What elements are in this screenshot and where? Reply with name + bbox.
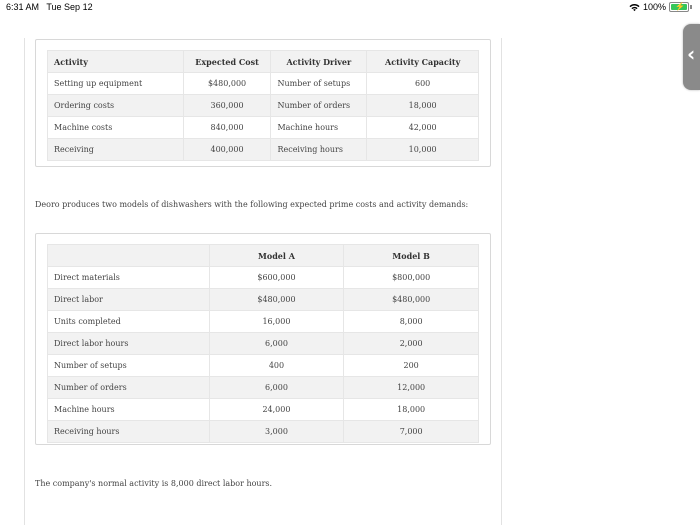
model-table-card <box>35 233 491 445</box>
table-cell: Number of orders <box>271 95 367 117</box>
table-header-row <box>48 51 479 73</box>
table-cell: 200 <box>344 355 479 377</box>
table-cell: Setting up equipment <box>48 73 184 95</box>
side-panel-toggle[interactable] <box>683 24 700 90</box>
table-cell: 2,000 <box>344 333 479 355</box>
table-cell: $800,000 <box>344 267 479 289</box>
activity-table <box>47 50 479 161</box>
table-row <box>48 399 479 421</box>
table-cell: $480,000 <box>183 73 271 95</box>
table-cell: Machine hours <box>271 117 367 139</box>
table-cell: 42,000 <box>367 117 479 139</box>
table-cell: 6,000 <box>209 377 344 399</box>
table-cell: Receiving hours <box>271 139 367 161</box>
column-header <box>48 245 210 267</box>
status-bar <box>0 0 700 16</box>
column-header: Activity Driver <box>271 51 367 73</box>
table-cell: 12,000 <box>344 377 479 399</box>
table-cell: 600 <box>367 73 479 95</box>
column-header: Expected Cost <box>183 51 271 73</box>
table-row <box>48 117 479 139</box>
column-header: Model A <box>209 245 344 267</box>
table-cell: Direct materials <box>48 267 210 289</box>
table-row <box>48 289 479 311</box>
table-cell: $480,000 <box>209 289 344 311</box>
table-cell: Receiving hours <box>48 421 210 443</box>
table-row <box>48 139 479 161</box>
table-row <box>48 267 479 289</box>
activity-table-card <box>35 39 491 167</box>
table-header-row <box>48 245 479 267</box>
table-cell: $480,000 <box>344 289 479 311</box>
table-cell: Number of setups <box>48 355 210 377</box>
table-cell: 24,000 <box>209 399 344 421</box>
table-cell: 3,000 <box>209 421 344 443</box>
table-cell: 18,000 <box>367 95 479 117</box>
table-row <box>48 421 479 443</box>
intro-text: Deoro produces two models of dishwashers with the following expected prime costs and activity demands: <box>35 200 469 209</box>
table-cell: Number of orders <box>48 377 210 399</box>
status-time: 6:31 AM Tue Sep 12 <box>6 2 93 12</box>
model-table <box>47 244 479 443</box>
table-cell: 7,000 <box>344 421 479 443</box>
table-cell: 8,000 <box>344 311 479 333</box>
table-cell: 360,000 <box>183 95 271 117</box>
table-cell: 400 <box>209 355 344 377</box>
footer-text: The company's normal activity is 8,000 direct labor hours. <box>35 479 273 488</box>
table-cell: Machine hours <box>48 399 210 421</box>
chevron-left-icon: ‹ <box>687 42 696 66</box>
table-cell: 400,000 <box>183 139 271 161</box>
column-header: Activity <box>48 51 184 73</box>
table-cell: 16,000 <box>209 311 344 333</box>
table-cell: 6,000 <box>209 333 344 355</box>
column-header: Activity Capacity <box>367 51 479 73</box>
table-cell: Ordering costs <box>48 95 184 117</box>
table-cell: Number of setups <box>271 73 367 95</box>
battery-icon: ⚡ <box>669 2 689 12</box>
table-cell: 18,000 <box>344 399 479 421</box>
table-cell: $600,000 <box>209 267 344 289</box>
table-cell: 10,000 <box>367 139 479 161</box>
table-row <box>48 311 479 333</box>
table-cell: Units completed <box>48 311 210 333</box>
table-cell: Machine costs <box>48 117 184 139</box>
table-row <box>48 333 479 355</box>
table-row <box>48 377 479 399</box>
status-right <box>629 2 692 12</box>
table-cell: Direct labor hours <box>48 333 210 355</box>
table-cell: Receiving <box>48 139 184 161</box>
table-cell: Direct labor <box>48 289 210 311</box>
table-row <box>48 355 479 377</box>
table-row <box>48 73 479 95</box>
column-header: Model B <box>344 245 479 267</box>
table-row <box>48 95 479 117</box>
battery-percent: 100% <box>642 2 666 12</box>
wifi-icon <box>629 3 640 12</box>
table-cell: 840,000 <box>183 117 271 139</box>
